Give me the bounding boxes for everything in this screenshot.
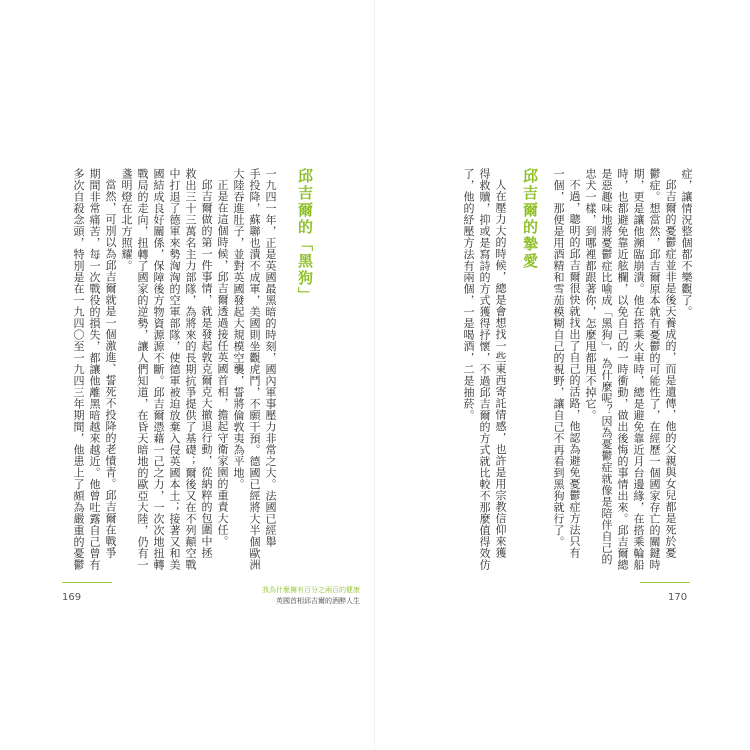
chapter-heading-black-dog [295, 168, 316, 304]
paragraph-line: 當然，可別以為邱吉爾就是一個激進、誓死不投降的老憤青。邱吉爾在戰爭 [104, 179, 117, 559]
paragraph-line: 了，他的紓壓方法有兩個，一是喝酒，二是抽菸。 [462, 168, 475, 421]
heading-text-highlight: 黑狗 [296, 253, 314, 287]
paragraph-line: 症，讓情況整個都不樂觀了。 [680, 168, 693, 318]
paragraph-line: 是惡趣味地將憂鬱症比喻成「黑狗」，為什麼呢？因為憂鬱症就像是陪伴自己的 [600, 168, 613, 565]
paragraph-line: 手投降，蘇聯也潰不成軍，美國則坐觀虎鬥，不願干預。德國已經將大半個歐洲 [248, 168, 261, 571]
paragraph-line: 大陸吞進肚子，並對英國發起大規模空襲，誓將倫敦夷為平地。 [232, 168, 245, 490]
paragraph-line: 國結成良好關係，保障後方物資源源不斷。邱吉爾憑藉一己之力，一次次地扭轉 [152, 168, 165, 571]
paragraph-line: 忠犬一樣，到哪裡都跟著你，怎麼甩都甩不掉它。 [584, 168, 597, 421]
running-head [210, 585, 360, 607]
running-head-line1: 我為什麼擁有百分之兩百的健康 [262, 586, 360, 594]
paragraph-line: 不過，聰明的邱吉爾很快就找出了自己的活路，他認為避免憂鬱症方法只有 [568, 179, 581, 559]
heading-text-pre: 邱吉爾的「 [296, 168, 314, 253]
paragraph-line: 期間非常痛苦，每一次戰役的損失，都讓他離黑暗越來越近。他曾吐露自己曾有 [88, 168, 101, 571]
paragraph-line: 人在壓力大的時候，總是會想找一些東西寄託情感，也許是用宗教信仰來獲 [494, 179, 507, 559]
section-heading-beloved: 邱吉爾的摯愛 [521, 168, 539, 270]
paragraph-line: 多次自殺念頭，特別是在一九四〇至一九四三年期間，他患上了頗為嚴重的憂鬱 [72, 168, 85, 571]
right-page [375, 0, 750, 750]
running-head-line2: 英國首相邱吉爾的酒醉人生 [276, 597, 360, 605]
paragraph-line: 邱吉爾做的第一件事情，就是發起敦克爾克大撤退行動，從納粹的包圍中拯 [200, 179, 213, 559]
paragraph-line: 盞明燈在北方照耀。 [120, 168, 133, 272]
paragraph-line: 正是在這個時候，邱吉爾透過接任英國首相，擔起守衛家園的重責大任。 [216, 179, 229, 547]
page-number: 169 [62, 592, 82, 603]
paragraph-line: 期，更是讓他瀕臨崩潰。他在搭乘火車時，總是避免靠近月台邊緣，在搭乘輪船 [632, 168, 645, 571]
paragraph-line: 邱吉爾的憂鬱症並非是後天養成的，而是遺傳，他的父親與女兒都是死於憂 [664, 179, 677, 559]
paragraph-line: 救出三十三萬名主力部隊，為將來的長期抗爭提供了基礎；爾後又在不列顛空戰 [184, 168, 197, 571]
folio-rule [640, 582, 690, 583]
paragraph-line: 一九四一年，正是英國最黑暗的時刻，國內軍事壓力非常之大。法國已經舉 [264, 168, 277, 548]
paragraph-line: 鬱症。想當然，邱吉爾原本就有憂鬱的可能性了，在經歷一個國家存亡的關鍵時 [648, 168, 661, 571]
page-number: 170 [668, 592, 688, 603]
paragraph-line: 一個，那便是用酒精和雪茄模糊自己的視野，讓自己不再看到黑狗就行了。 [552, 168, 565, 548]
paragraph-line: 時，也都避免靠近舷欄，以免自己的一時衝動，做出後悔的事情出來。邱吉爾總 [616, 168, 629, 571]
paragraph-line: 得救贖，抑或是寫詩的方式獲得抒懷，不過邱吉爾的方式就比較不那麼值得效仿 [478, 168, 491, 571]
paragraph-line: 戰局的走向，扭轉了國家的逆勢，讓人們知道，在昏天暗地的歐亞大陸，仍有一 [136, 168, 149, 571]
folio-rule [62, 582, 112, 583]
heading-text-post: 」 [296, 287, 314, 304]
paragraph-line: 中打退了德軍來勢洶洶的空軍部隊，使德軍被迫放棄入侵英國本土；接著又和美 [168, 168, 181, 571]
